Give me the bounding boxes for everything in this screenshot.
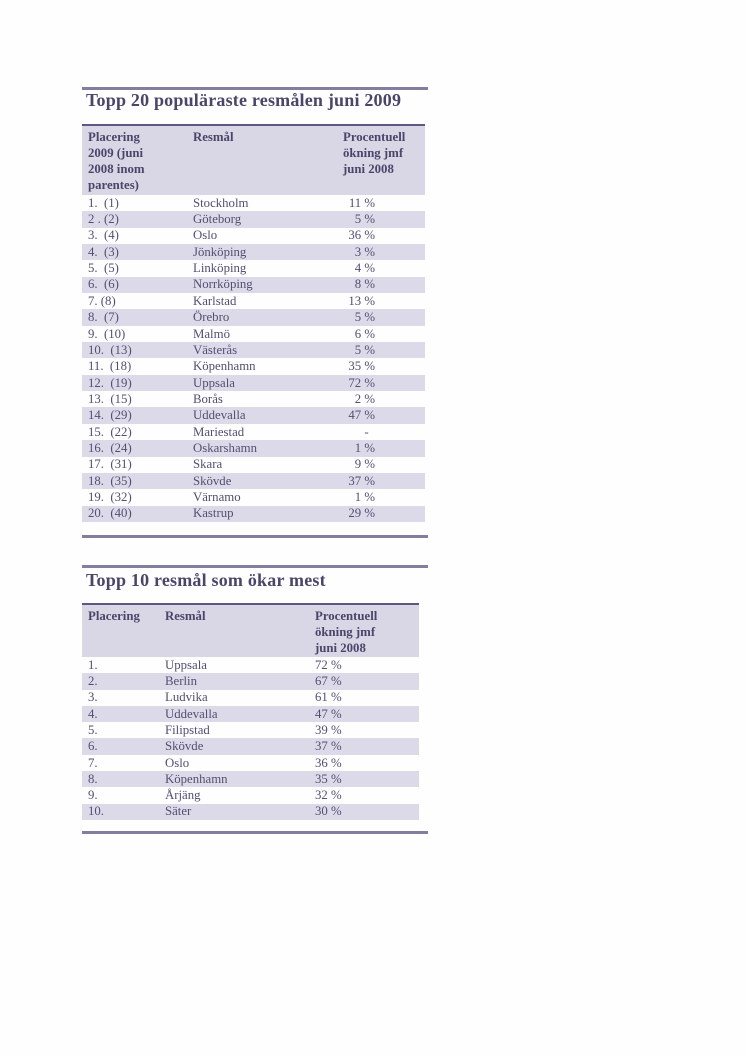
destination-cell: Västerås [193, 342, 238, 357]
percent-change-cell: 35 % [348, 359, 375, 374]
destination-cell: Säter [165, 804, 192, 819]
table-row [82, 358, 425, 374]
rank-cell: 6. (6) [88, 277, 119, 292]
table-row [82, 277, 425, 293]
destination-cell: Oskarshamn [193, 440, 257, 455]
percent-change-cell: 39 % [315, 722, 342, 737]
percent-change-cell: 47 % [348, 408, 375, 423]
column-header-resmal: Resmål [193, 130, 234, 144]
percent-change-cell: 36 % [348, 228, 375, 243]
destination-cell: Uppsala [165, 657, 207, 672]
rank-cell: 13. (15) [88, 391, 132, 406]
percent-change-cell: 61 % [315, 690, 342, 705]
percent-change-cell: 37 % [315, 739, 342, 754]
top10-table-body [82, 657, 419, 820]
destination-cell: Jönköping [193, 244, 247, 259]
rank-cell: 2 . (2) [88, 212, 119, 227]
rank-cell: 14. (29) [88, 408, 132, 423]
top20-section-rule-bottom [82, 535, 428, 538]
destination-cell: Mariestad [193, 424, 245, 439]
rank-cell: 1. (1) [88, 195, 119, 210]
percent-change-cell: 29 % [348, 506, 375, 521]
destination-cell: Köpenhamn [193, 359, 256, 374]
column-header-placering: Placering [88, 609, 140, 623]
destination-cell: Uddevalla [193, 408, 246, 423]
destination-cell: Skövde [193, 473, 232, 488]
rank-cell: 12. (19) [88, 375, 132, 390]
destination-cell: Stockholm [193, 195, 249, 210]
percent-change-cell: 67 % [315, 674, 342, 689]
table-row [82, 375, 425, 391]
top10-section-rule-top [82, 565, 428, 568]
top20-section-title: Topp 20 populäraste resmålen juni 2009 [86, 90, 402, 110]
rank-cell: 19. (32) [88, 489, 132, 504]
rank-cell: 3. (4) [88, 228, 119, 243]
top20-table-body [82, 195, 425, 522]
percent-change-cell: 3 % [354, 244, 375, 259]
table-row [82, 657, 419, 673]
percent-change-cell: 4 % [354, 261, 375, 276]
destination-cell: Årjäng [165, 788, 201, 803]
rank-cell: 6. [88, 739, 98, 754]
table-row [82, 293, 425, 309]
table-row [82, 424, 425, 440]
table-row [82, 457, 425, 473]
destination-cell: Kastrup [193, 506, 234, 521]
table-row [82, 195, 425, 211]
table-row [82, 473, 425, 489]
destination-cell: Uddevalla [165, 706, 218, 721]
top10-table-header [82, 603, 419, 657]
destination-cell: Uppsala [193, 375, 235, 390]
percent-change-cell: 5 % [354, 310, 375, 325]
rank-cell: 2. [88, 674, 98, 689]
table-row [82, 342, 425, 358]
table-row [82, 440, 425, 456]
destination-cell: Filipstad [165, 722, 210, 737]
percent-change-cell: 1 % [354, 440, 375, 455]
table-row [82, 690, 419, 706]
rank-cell: 4. [88, 706, 98, 721]
percent-change-cell: 72 % [348, 375, 375, 390]
table-row [82, 228, 425, 244]
table-row [82, 771, 419, 787]
table-row [82, 260, 425, 276]
rank-cell: 8. [88, 771, 98, 786]
percent-change-cell: 5 % [354, 342, 375, 357]
rank-cell: 7. (8) [88, 293, 116, 308]
destination-cell: Malmö [193, 326, 230, 341]
percent-change-cell: 72 % [315, 657, 342, 672]
rank-cell: 7. [88, 755, 98, 770]
rank-cell: 9. [88, 788, 98, 803]
rank-cell: 11. (18) [88, 359, 132, 374]
destination-cell: Örebro [193, 310, 230, 325]
percent-change-cell: 30 % [315, 804, 342, 819]
rank-cell: 20. (40) [88, 506, 132, 521]
percent-change-cell: 1 % [354, 489, 375, 504]
table-row [82, 506, 425, 522]
table-row [82, 391, 425, 407]
destination-cell: Värnamo [193, 489, 241, 504]
destination-cell: Karlstad [193, 293, 237, 308]
destination-cell: Köpenhamn [165, 771, 228, 786]
percent-change-cell: 5 % [354, 212, 375, 227]
rank-cell: 10. (13) [88, 342, 132, 357]
percent-change-cell: 11 % [348, 195, 375, 210]
rank-cell: 10. [88, 804, 104, 819]
table-row [82, 804, 419, 820]
table-row [82, 706, 419, 722]
table-row [82, 407, 425, 423]
percent-change-cell: 2 % [354, 391, 375, 406]
table-row [82, 244, 425, 260]
table-row [82, 738, 419, 754]
table-row [82, 309, 425, 325]
rank-cell: 16. (24) [88, 440, 132, 455]
destination-cell: Skara [193, 457, 223, 472]
column-header-resmal: Resmål [165, 609, 206, 623]
percent-change-cell: 13 % [348, 293, 375, 308]
column-header-procentuell-okning: Procentuell ökning jmf juni 2008 [343, 130, 406, 176]
destination-cell: Oslo [165, 755, 190, 770]
destination-cell: Borås [193, 391, 223, 406]
percent-change-cell: 32 % [315, 788, 342, 803]
rank-cell: 15. (22) [88, 424, 132, 439]
rank-cell: 8. (7) [88, 310, 119, 325]
table-row [82, 326, 425, 342]
percent-change-cell: 6 % [354, 326, 375, 341]
table-row [82, 211, 425, 227]
rank-cell: 1. [88, 657, 98, 672]
percent-change-cell: 9 % [354, 457, 375, 472]
column-header-procentuell-okning: Procentuell ökning jmf juni 2008 [315, 609, 378, 655]
destination-cell: Göteborg [193, 212, 242, 227]
top10-section-rule-bottom [82, 831, 428, 834]
destination-cell: Oslo [193, 228, 218, 243]
destination-cell: Berlin [165, 674, 197, 689]
table-row [82, 722, 419, 738]
percent-change-cell: 8 % [354, 277, 375, 292]
rank-cell: 18. (35) [88, 473, 132, 488]
top10-section-title: Topp 10 resmål som ökar mest [86, 570, 326, 590]
percent-change-cell: 35 % [315, 771, 342, 786]
table-row [82, 755, 419, 771]
table-row [82, 787, 419, 803]
rank-cell: 5. (5) [88, 261, 119, 276]
destination-cell: Linköping [193, 261, 247, 276]
percent-change-cell: 37 % [348, 473, 375, 488]
rank-cell: 4. (3) [88, 244, 119, 259]
table-row [82, 489, 425, 505]
rank-cell: 3. [88, 690, 98, 705]
destination-cell: Ludvika [165, 690, 208, 705]
rank-cell: 5. [88, 722, 98, 737]
percent-change-cell: 36 % [315, 755, 342, 770]
destination-cell: Norrköping [193, 277, 253, 292]
table-row [82, 673, 419, 689]
percent-change-cell: - [364, 424, 375, 439]
top20-table-header [82, 124, 425, 195]
percent-change-cell: 47 % [315, 706, 342, 721]
destination-cell: Skövde [165, 739, 204, 754]
rank-cell: 9. (10) [88, 326, 126, 341]
column-header-placering: Placering 2009 (juni 2008 inom parentes) [88, 130, 145, 192]
rank-cell: 17. (31) [88, 457, 132, 472]
